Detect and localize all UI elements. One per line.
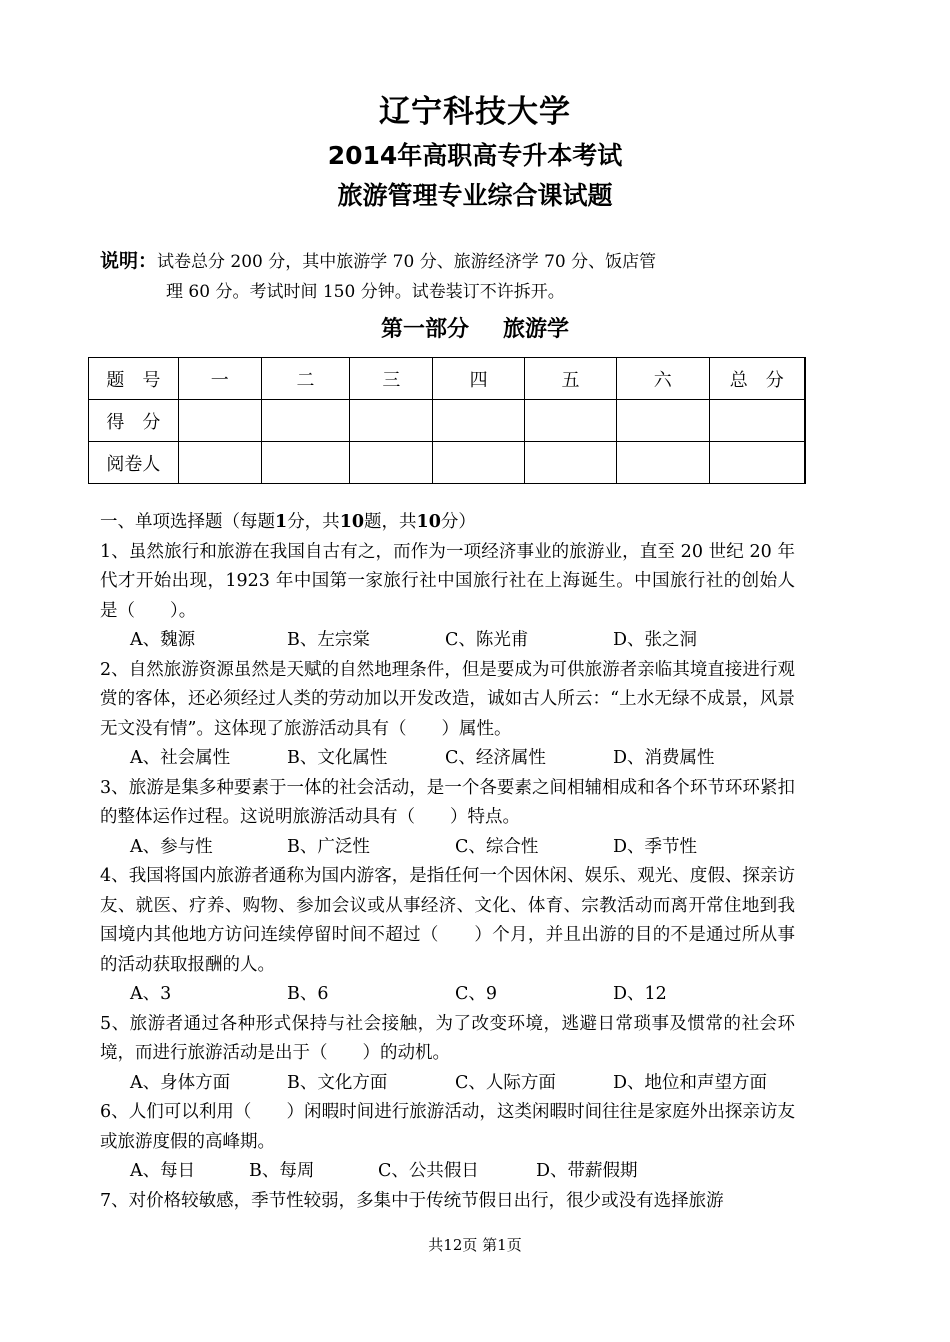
question-5: 5、旅游者通过各种形式保持与社会接触，为了改变环境，逃避日常琐事及惯常的社会环境，而进行旅游活动是出于（ ）的动机。 (100, 1013, 795, 1063)
score-cell (350, 400, 433, 442)
instructions-label: 说明： (100, 250, 158, 272)
grader-cell (350, 442, 433, 484)
option-b: B、广泛性 (287, 836, 370, 857)
section-heading: 一、单项选择题（每题1分，共10题，共10分） (100, 512, 476, 532)
score-cell (178, 400, 261, 442)
grader-cell (261, 442, 350, 484)
question-6: 6、人们可以利用（ ）闲暇时间进行旅游活动，这类闲暇时间往往是家庭外出探亲访友或旅游度假的高峰期。 (100, 1102, 795, 1152)
score-cell (616, 400, 709, 442)
option-a: A、社会属性 (130, 748, 231, 768)
subject-title: 旅游管理专业综合课试题 (337, 181, 613, 210)
option-a: A、每日 (130, 1161, 196, 1181)
option-c: C、公共假日 (378, 1161, 479, 1181)
column-header: 三 (350, 358, 433, 400)
university-title: 辽宁科技大学 (379, 94, 571, 130)
question-2-options (100, 744, 795, 774)
row-label-grader: 阅卷人 (89, 442, 179, 484)
column-header: 一 (178, 358, 261, 400)
column-header: 二 (261, 358, 350, 400)
option-a: A、魏源 (130, 630, 196, 650)
score-cell (709, 400, 805, 442)
option-b: B、文化方面 (287, 1072, 388, 1093)
grader-cell (709, 442, 805, 484)
column-header: 六 (616, 358, 709, 400)
option-d: D、带薪假期 (536, 1161, 638, 1181)
instructions-line-1: 试卷总分 200 分，其中旅游学 70 分、旅游经济学 70 分、饭店管 (157, 252, 657, 272)
column-header: 五 (525, 358, 617, 400)
row-label-score: 得 分 (89, 400, 179, 442)
score-table (88, 357, 806, 484)
grader-cell (525, 442, 617, 484)
option-c: C、人际方面 (455, 1072, 556, 1093)
option-c: C、经济属性 (445, 748, 546, 768)
score-table-header-row (89, 358, 806, 400)
option-a: A、参与性 (130, 836, 213, 857)
option-d: D、地位和声望方面 (613, 1072, 768, 1093)
score-cell (261, 400, 350, 442)
question-6-options (100, 1157, 795, 1187)
instructions-line-2: 理 60 分。考试时间 150 分钟。试卷装订不许拆开。 (166, 282, 565, 302)
score-cell (433, 400, 525, 442)
exam-instructions (100, 246, 800, 307)
column-header-total: 总 分 (709, 358, 805, 400)
question-3: 3、旅游是集多种要素于一体的社会活动，是一个各要素之间相辅相成和各个环节环环紧扣的整体运作过程。这说明旅游活动具有（ ）特点。 (100, 777, 795, 827)
option-c: C、综合性 (455, 836, 539, 857)
option-b: B、文化属性 (287, 748, 388, 768)
exam-title: 2014年高职高专升本考试 (327, 141, 623, 170)
part-name: 第一部分 (380, 317, 469, 342)
question-4-options (100, 980, 795, 1010)
part-topic: 旅游学 (503, 317, 570, 342)
score-table-score-row (89, 400, 806, 442)
option-d: D、消费属性 (613, 748, 715, 768)
score-table-grader-row (89, 442, 806, 484)
option-a: A、身体方面 (130, 1072, 231, 1093)
question-4: 4、我国将国内旅游者通称为国内游客，是指任何一个因休闲、娱乐、观光、度假、探亲访友、就医、疗养、购物、参加会议或从事经济、文化、体育、宗教活动而离开常住地到我国境内其他地方访问连续停留时间不超过（ ）个月，并且出游的目的不是通过所从事的活动获取报酬的人。 (100, 866, 795, 975)
page-footer: 共12页 第1页 (428, 1236, 522, 1254)
question-2: 2、自然旅游资源虽然是天赋的自然地理条件，但是要成为可供旅游者亲临其境直接进行观赏的客体，还必须经过人类的劳动加以开发改造，诚如古人所云：“上水无绿不成景，风景无文没有情”。这体现了旅游活动具有（ ）属性。 (100, 659, 795, 739)
grader-cell (616, 442, 709, 484)
question-1-options (100, 626, 795, 656)
score-cell (525, 400, 617, 442)
row-label-number: 题 号 (89, 358, 179, 400)
question-7: 7、对价格较敏感，季节性较弱，多集中于传统节假日出行，很少或没有选择旅游 (100, 1190, 724, 1211)
option-b: B、左宗棠 (287, 630, 370, 650)
question-3-options (100, 833, 795, 863)
option-b: B、每周 (249, 1161, 315, 1181)
option-d: D、张之洞 (613, 630, 698, 650)
part-title (0, 312, 950, 343)
question-1: 1、虽然旅行和旅游在我国自古有之，而作为一项经济事业的旅游业，直至 20 世纪 20 年代才开始出现，1923 年中国第一家旅行社中国旅行社在上海诞生。中国旅行社的创始人是（ ）。 (100, 541, 795, 621)
column-header: 四 (433, 358, 525, 400)
option-a: A、3 (130, 984, 172, 1004)
option-b: B、6 (287, 984, 329, 1004)
option-d: D、季节性 (613, 836, 698, 857)
grader-cell (433, 442, 525, 484)
question-5-options (100, 1069, 795, 1099)
option-c: C、9 (455, 984, 498, 1004)
option-c: C、陈光甫 (445, 630, 529, 650)
question-body (100, 508, 795, 1216)
grader-cell (178, 442, 261, 484)
option-d: D、12 (613, 984, 667, 1004)
